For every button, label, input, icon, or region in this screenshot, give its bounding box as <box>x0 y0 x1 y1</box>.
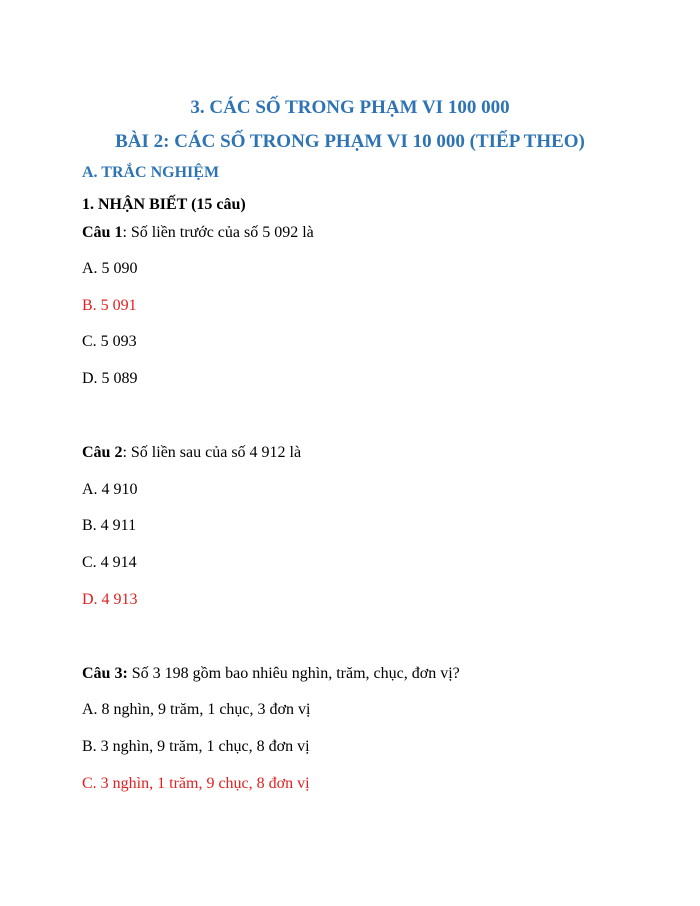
question-2 <box>82 444 301 462</box>
question-3 <box>82 665 460 683</box>
question-3-option-c-correct: C. 3 nghìn, 1 trăm, 9 chục, 8 đơn vị <box>82 775 310 792</box>
lesson-title: BÀI 2: CÁC SỐ TRONG PHẠM VI 10 000 (TIẾP THEO) <box>115 131 585 152</box>
question-2-option-a: A. 4 910 <box>82 481 138 498</box>
question-3-option-a: A. 8 nghìn, 9 trăm, 1 chục, 3 đơn vị <box>82 701 311 718</box>
question-label: Câu 2 <box>82 444 123 461</box>
question-text: Số 3 198 gồm bao nhiêu nghìn, trăm, chục, đơn vị? <box>127 665 460 682</box>
question-2-option-d-correct: D. 4 913 <box>82 591 138 608</box>
question-label: Câu 3: <box>82 665 128 682</box>
subsection-1-heading: 1. NHẬN BIẾT (15 câu) <box>82 196 246 213</box>
question-3-option-b: B. 3 nghìn, 9 trăm, 1 chục, 8 đơn vị <box>82 738 310 755</box>
question-2-option-c: C. 4 914 <box>82 554 137 571</box>
question-1-option-d: D. 5 089 <box>82 370 138 387</box>
question-2-option-b: B. 4 911 <box>82 517 137 534</box>
question-text: : Số liền sau của số 4 912 là <box>122 444 302 461</box>
question-1-option-a: A. 5 090 <box>82 260 138 277</box>
question-1 <box>82 224 314 242</box>
question-1-option-b-correct: B. 5 091 <box>82 297 137 314</box>
section-a-heading: A. TRẮC NGHIỆM <box>82 164 220 181</box>
question-label: Câu 1 <box>82 224 123 241</box>
chapter-title: 3. CÁC SỐ TRONG PHẠM VI 100 000 <box>190 97 510 118</box>
question-text: : Số liền trước của số 5 092 là <box>122 224 314 241</box>
question-1-option-c: C. 5 093 <box>82 333 137 350</box>
